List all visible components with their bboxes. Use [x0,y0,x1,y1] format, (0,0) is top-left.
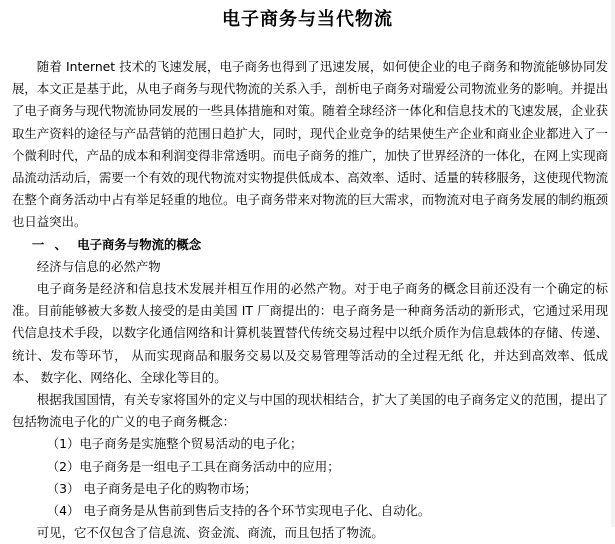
china-definition-paragraph: 根据我国国情，有关专家将国外的定义与中国的现状相结合，扩大了美国的电子商务定义的范围，提出了包括物流电子化的广义的电子商务概念： [12,392,608,430]
list-item: （1）电子商务是实施整个贸易活动的电子化； [46,436,303,452]
subheading: 经济与信息的必然产物 [36,258,161,274]
document-body [12,56,608,544]
list-item: （2）电子商务是一组电子工具在商务活动中的应用； [46,458,340,474]
list-item: （3） 电子商务是电子化的购物市场； [46,480,257,496]
definition-paragraph: 电子商务是经济和信息技术发展并相互作用的必然产物。对于电子商务的概念目前还没有一个确定的标准。目前能够被大多数人接受的是由美国 IT 厂商提出的：电子商务是一种商务活动的新形式，它通过采用现代信息技术手段，以数字化通信网络和计算机装置替代传统交易过程中以纸介质作为信息载体的存储、传递、统计、发布等环节， 从而实现商品和服务交易以及交易管理等活动的全过程无纸 化，并达到高效率、低成本、 数字化、网络化、全球化等目的。 [12,281,608,385]
intro-paragraph: 随着 Internet 技术的飞速发展，电子商务也得到了迅速发展，如何使企业的电子商务和物流能够协同发展，本文正是基于此，从电子商务与现代物流的关系入手，剖析电子商务对瑞爱公司物流业务的影响。并提出了电子商务与现代物流协同发展的一些具体措施和对策。随着全球经济一体化和信息技术的飞速发展，企业获取生产资料的途径与产品营销的范围日趋扩大，同时，现代企业竞争的结果使生产企业和商业企业都进入了一个微利时代，产品的成本和利润变得非常透明。而电子商务的推广，加快了世界经济的一体化，在网上实现商品流动活动后，需要一个有效的现代物流对实物提供低成本、高效率、适时、适量的转移服务，这使现代物流在整个商务活动中占有举足轻重的地位。电子商务带来对物流的巨大需求，而物流对电子商务发展的制约瓶颈也日益突出。 [12,59,608,230]
section-heading: 一 、 电子商务与物流的概念 [31,236,202,252]
page-edge [611,0,615,527]
list-item: （4） 电子商务是从售前到售后支持的各个环节实现电子化、自动化。 [46,503,431,519]
conclusion-paragraph: 可见，它不仅包含了信息流、资金流、商流，而且包括了物流。 [36,525,384,541]
document-title: 电子商务与当代物流 [222,9,393,30]
